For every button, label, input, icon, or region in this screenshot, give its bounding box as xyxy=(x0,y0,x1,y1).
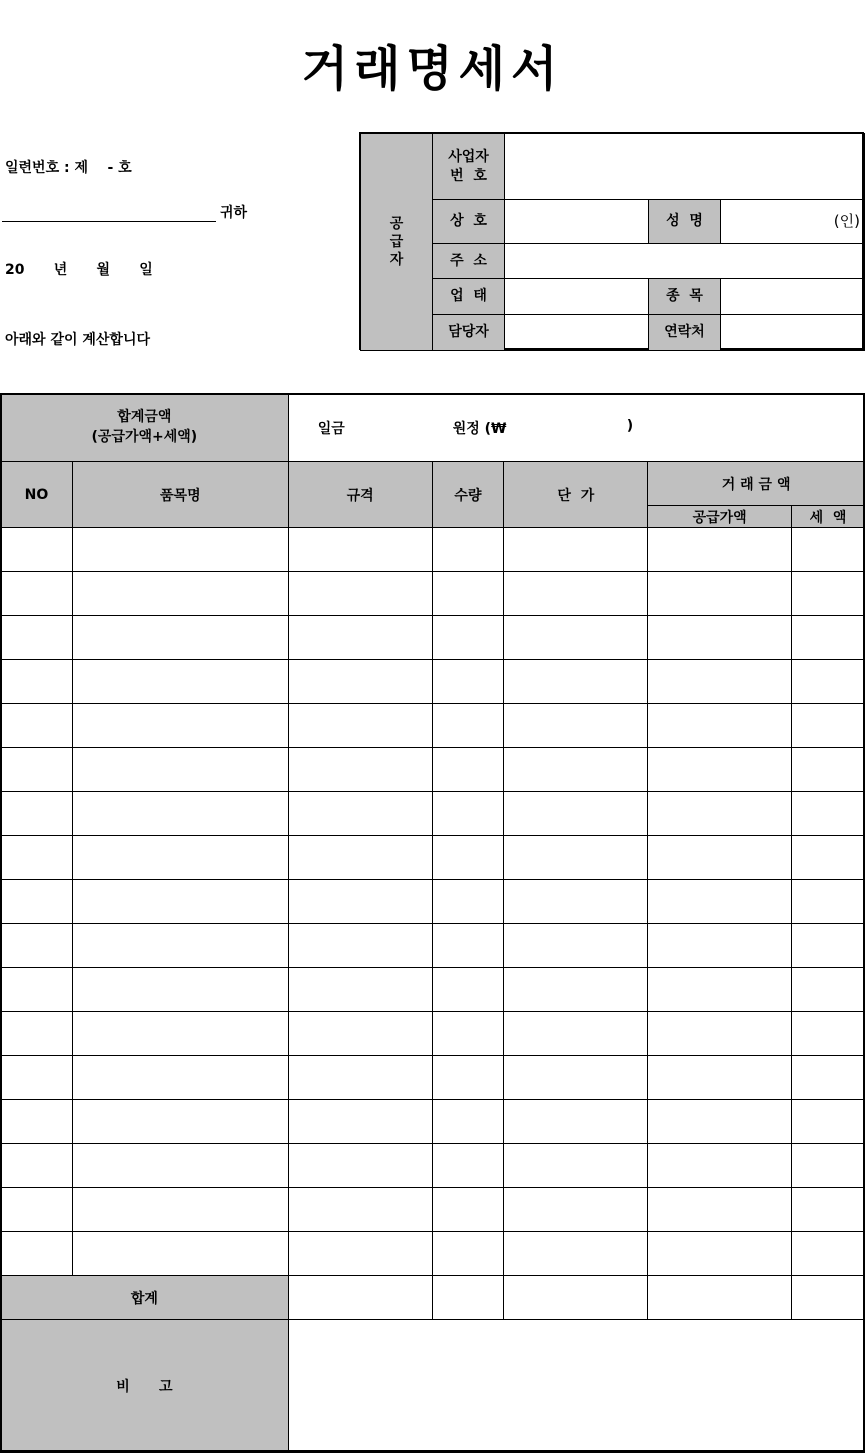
total-prefix: 일금 xyxy=(317,421,345,437)
sum-tax-cell[interactable] xyxy=(792,1276,865,1320)
item-supply-value-cell[interactable] xyxy=(648,880,792,924)
item-spec-cell[interactable] xyxy=(288,704,432,748)
item-item-name-cell[interactable] xyxy=(72,1232,288,1276)
item-unit-price-cell[interactable] xyxy=(504,968,648,1012)
item-spec-cell[interactable] xyxy=(288,924,432,968)
item-quantity-cell[interactable] xyxy=(432,528,504,572)
item-quantity-cell[interactable] xyxy=(432,1188,504,1232)
item-tax-cell[interactable] xyxy=(792,572,865,616)
statement-text: 아래와 같이 계산합니다 xyxy=(5,332,150,348)
col-supply-value: 공급가액 xyxy=(648,506,792,528)
item-quantity-cell[interactable] xyxy=(432,616,504,660)
item-spec-cell[interactable] xyxy=(288,880,432,924)
item-no-cell[interactable] xyxy=(1,748,73,792)
item-no-cell[interactable] xyxy=(1,528,73,572)
item-item-name-cell[interactable] xyxy=(72,572,288,616)
item-unit-price-cell[interactable] xyxy=(504,1232,648,1276)
item-row xyxy=(1,704,865,748)
item-quantity-cell[interactable] xyxy=(432,660,504,704)
item-unit-price-cell[interactable] xyxy=(504,528,648,572)
total-amount-field[interactable] xyxy=(288,394,864,462)
item-row xyxy=(1,1056,865,1100)
contact-label: 연락처 xyxy=(648,314,721,351)
item-item-name-cell[interactable] xyxy=(72,704,288,748)
item-quantity-cell[interactable] xyxy=(432,1100,504,1144)
item-item-name-cell[interactable] xyxy=(72,880,288,924)
item-spec-cell[interactable] xyxy=(288,1188,432,1232)
item-supply-value-cell[interactable] xyxy=(648,748,792,792)
item-quantity-cell[interactable] xyxy=(432,792,504,836)
item-tax-cell[interactable] xyxy=(792,836,865,880)
item-item-name-cell[interactable] xyxy=(72,660,288,704)
sum-unit-price-cell[interactable] xyxy=(504,1276,648,1320)
biz-number-field[interactable] xyxy=(504,133,865,200)
item-spec-cell[interactable] xyxy=(288,968,432,1012)
address-field[interactable] xyxy=(504,243,865,279)
recipient-suffix: 귀하 xyxy=(220,205,248,221)
sum-quantity-cell[interactable] xyxy=(432,1276,504,1320)
item-row xyxy=(1,1012,865,1056)
item-spec-cell[interactable] xyxy=(288,1056,432,1100)
item-spec-cell[interactable] xyxy=(288,572,432,616)
total-amount-label: 합계금액 (공급가액+세액) xyxy=(1,394,289,462)
business-type-label: 업 태 xyxy=(432,278,505,315)
item-item-name-cell[interactable] xyxy=(72,528,288,572)
item-item-name-cell[interactable] xyxy=(72,924,288,968)
document-title: 거래명세서 xyxy=(301,41,564,97)
item-no-cell[interactable] xyxy=(1,660,73,704)
item-tax-cell[interactable] xyxy=(792,528,865,572)
item-no-cell[interactable] xyxy=(1,1056,73,1100)
col-spec: 규격 xyxy=(288,462,432,528)
sum-supply-value-cell[interactable] xyxy=(648,1276,792,1320)
item-row xyxy=(1,1188,865,1232)
item-supply-value-cell[interactable] xyxy=(648,1056,792,1100)
items-table xyxy=(0,393,865,1453)
item-supply-value-cell[interactable] xyxy=(648,968,792,1012)
item-spec-cell[interactable] xyxy=(288,1232,432,1276)
item-spec-cell[interactable] xyxy=(288,528,432,572)
item-supply-value-cell[interactable] xyxy=(648,924,792,968)
item-item-name-cell[interactable] xyxy=(72,1056,288,1100)
business-item-label: 종 목 xyxy=(648,278,721,315)
item-supply-value-cell[interactable] xyxy=(648,1100,792,1144)
item-no-cell[interactable] xyxy=(1,1144,73,1188)
seal-mark: (인) xyxy=(833,212,860,231)
item-tax-cell[interactable] xyxy=(792,792,865,836)
item-row xyxy=(1,616,865,660)
item-spec-cell[interactable] xyxy=(288,1144,432,1188)
item-tax-cell[interactable] xyxy=(792,616,865,660)
item-tax-cell[interactable] xyxy=(792,748,865,792)
item-quantity-cell[interactable] xyxy=(432,1232,504,1276)
item-quantity-cell[interactable] xyxy=(432,572,504,616)
item-item-name-cell[interactable] xyxy=(72,748,288,792)
item-row xyxy=(1,1144,865,1188)
manager-label: 담당자 xyxy=(432,314,505,351)
item-item-name-cell[interactable] xyxy=(72,1012,288,1056)
item-unit-price-cell[interactable] xyxy=(504,1012,648,1056)
item-unit-price-cell[interactable] xyxy=(504,1056,648,1100)
biz-number-label: 사업자 번 호 xyxy=(432,133,505,200)
item-item-name-cell[interactable] xyxy=(72,616,288,660)
col-quantity: 수량 xyxy=(432,462,504,528)
item-spec-cell[interactable] xyxy=(288,1100,432,1144)
business-type-field[interactable] xyxy=(504,278,649,315)
item-supply-value-cell[interactable] xyxy=(648,836,792,880)
item-unit-price-cell[interactable] xyxy=(504,924,648,968)
manager-field[interactable] xyxy=(504,314,649,351)
item-quantity-cell[interactable] xyxy=(432,836,504,880)
item-supply-value-cell[interactable] xyxy=(648,1144,792,1188)
item-row xyxy=(1,1100,865,1144)
item-quantity-cell[interactable] xyxy=(432,924,504,968)
item-item-name-cell[interactable] xyxy=(72,1100,288,1144)
item-supply-value-cell[interactable] xyxy=(648,660,792,704)
item-unit-price-cell[interactable] xyxy=(504,660,648,704)
item-unit-price-cell[interactable] xyxy=(504,880,648,924)
item-tax-cell[interactable] xyxy=(792,924,865,968)
item-tax-cell[interactable] xyxy=(792,1188,865,1232)
item-tax-cell[interactable] xyxy=(792,1012,865,1056)
item-unit-price-cell[interactable] xyxy=(504,616,648,660)
col-no: NO xyxy=(1,462,73,528)
col-tax: 세 액 xyxy=(792,506,865,528)
item-spec-cell[interactable] xyxy=(288,660,432,704)
issue-date: 20 년 월 일 xyxy=(5,262,153,278)
item-unit-price-cell[interactable] xyxy=(504,748,648,792)
item-row xyxy=(1,924,865,968)
item-spec-cell[interactable] xyxy=(288,792,432,836)
item-tax-cell[interactable] xyxy=(792,1100,865,1144)
item-no-cell[interactable] xyxy=(1,880,73,924)
item-quantity-cell[interactable] xyxy=(432,704,504,748)
item-item-name-cell[interactable] xyxy=(72,1144,288,1188)
item-spec-cell[interactable] xyxy=(288,1012,432,1056)
item-no-cell[interactable] xyxy=(1,836,73,880)
supplier-box xyxy=(359,132,864,350)
item-quantity-cell[interactable] xyxy=(432,1012,504,1056)
item-supply-value-cell[interactable] xyxy=(648,528,792,572)
company-field[interactable] xyxy=(504,199,649,244)
item-supply-value-cell[interactable] xyxy=(648,572,792,616)
item-supply-value-cell[interactable] xyxy=(648,616,792,660)
supplier-section-label: 공 급 자 xyxy=(360,133,433,351)
item-quantity-cell[interactable] xyxy=(432,748,504,792)
item-unit-price-cell[interactable] xyxy=(504,1100,648,1144)
item-row xyxy=(1,880,865,924)
col-transaction-amount: 거 래 금 액 xyxy=(648,462,865,506)
item-quantity-cell[interactable] xyxy=(432,968,504,1012)
item-supply-value-cell[interactable] xyxy=(648,1188,792,1232)
serial-number: 일련번호 : 제 - 호 xyxy=(5,160,132,176)
total-suffix: 원정 (₩ xyxy=(452,421,507,437)
item-no-cell[interactable] xyxy=(1,704,73,748)
item-supply-value-cell[interactable] xyxy=(648,1232,792,1276)
item-tax-cell[interactable] xyxy=(792,1144,865,1188)
item-no-cell[interactable] xyxy=(1,1232,73,1276)
item-spec-cell[interactable] xyxy=(288,748,432,792)
item-unit-price-cell[interactable] xyxy=(504,1144,648,1188)
item-spec-cell[interactable] xyxy=(288,616,432,660)
remarks-label: 비 고 xyxy=(1,1320,289,1453)
company-label: 상 호 xyxy=(432,199,505,244)
sum-spec-cell[interactable] xyxy=(288,1276,432,1320)
item-tax-cell[interactable] xyxy=(792,1232,865,1276)
remarks-row xyxy=(1,1320,865,1453)
item-row xyxy=(1,572,865,616)
item-tax-cell[interactable] xyxy=(792,880,865,924)
item-row xyxy=(1,968,865,1012)
item-row xyxy=(1,836,865,880)
address-label: 주 소 xyxy=(432,243,505,279)
contact-field[interactable] xyxy=(720,314,865,351)
item-item-name-cell[interactable] xyxy=(72,968,288,1012)
item-no-cell[interactable] xyxy=(1,1100,73,1144)
col-item-name: 품목명 xyxy=(72,462,288,528)
sum-label: 합계 xyxy=(1,1276,289,1320)
item-supply-value-cell[interactable] xyxy=(648,792,792,836)
item-item-name-cell[interactable] xyxy=(72,1188,288,1232)
name-label: 성 명 xyxy=(648,199,721,244)
item-supply-value-cell[interactable] xyxy=(648,1012,792,1056)
item-item-name-cell[interactable] xyxy=(72,792,288,836)
item-tax-cell[interactable] xyxy=(792,704,865,748)
item-row xyxy=(1,748,865,792)
recipient-line[interactable] xyxy=(2,221,216,222)
item-row xyxy=(1,528,865,572)
total-close: ) xyxy=(626,418,634,434)
col-unit-price: 단 가 xyxy=(504,462,648,528)
item-tax-cell[interactable] xyxy=(792,660,865,704)
item-quantity-cell[interactable] xyxy=(432,1144,504,1188)
remarks-field[interactable] xyxy=(288,1320,864,1453)
item-item-name-cell[interactable] xyxy=(72,836,288,880)
item-tax-cell[interactable] xyxy=(792,1056,865,1100)
item-tax-cell[interactable] xyxy=(792,968,865,1012)
item-no-cell[interactable] xyxy=(1,616,73,660)
item-spec-cell[interactable] xyxy=(288,836,432,880)
item-row xyxy=(1,792,865,836)
item-no-cell[interactable] xyxy=(1,1012,73,1056)
item-no-cell[interactable] xyxy=(1,1188,73,1232)
business-item-field[interactable] xyxy=(720,278,865,315)
item-quantity-cell[interactable] xyxy=(432,880,504,924)
item-quantity-cell[interactable] xyxy=(432,1056,504,1100)
item-unit-price-cell[interactable] xyxy=(504,792,648,836)
sum-row xyxy=(1,1276,865,1320)
item-no-cell[interactable] xyxy=(1,924,73,968)
name-field[interactable] xyxy=(720,199,865,244)
item-supply-value-cell[interactable] xyxy=(648,704,792,748)
item-unit-price-cell[interactable] xyxy=(504,836,648,880)
item-no-cell[interactable] xyxy=(1,572,73,616)
item-no-cell[interactable] xyxy=(1,792,73,836)
item-unit-price-cell[interactable] xyxy=(504,704,648,748)
item-row xyxy=(1,1232,865,1276)
item-unit-price-cell[interactable] xyxy=(504,1188,648,1232)
item-row xyxy=(1,660,865,704)
item-unit-price-cell[interactable] xyxy=(504,572,648,616)
item-no-cell[interactable] xyxy=(1,968,73,1012)
